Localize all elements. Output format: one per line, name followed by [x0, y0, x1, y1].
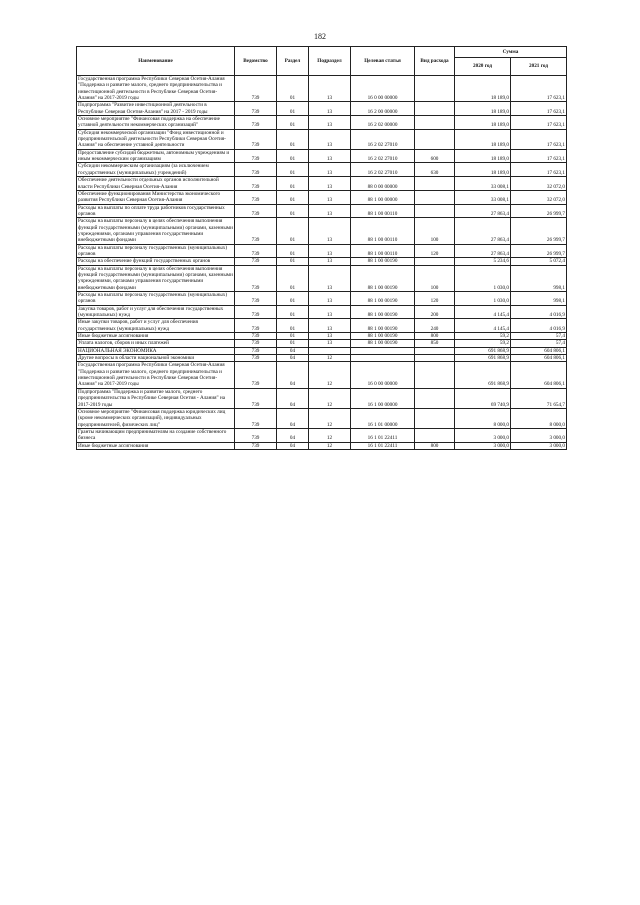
table-row [77, 244, 567, 258]
row-target: 16 0 00 00000 [351, 362, 415, 388]
row-name: Обеспечение функционирования Министерства экономического развития Республики Северная Осетия-Алания [77, 190, 235, 204]
row-exptype [415, 177, 455, 191]
row-subsection: 13 [309, 129, 351, 149]
table-row [77, 218, 567, 244]
row-amount-2020: 18 189,0 [455, 149, 511, 163]
row-exptype [415, 129, 455, 149]
row-amount-2021: 26 999,7 [511, 244, 567, 258]
row-target: 16 0 00 00000 [351, 76, 415, 102]
row-exptype: 800 [415, 333, 455, 340]
row-name: Расходы на выплаты персоналу государственных (муниципальных) органов [77, 292, 235, 306]
row-exptype: 800 [415, 442, 455, 449]
row-section: 01 [277, 340, 309, 347]
row-exptype [415, 355, 455, 362]
table-row [77, 177, 567, 191]
table-row [77, 355, 567, 362]
table-row [77, 408, 567, 428]
row-target: 88 1 00 00000 [351, 190, 415, 204]
header-section: Раздел [277, 47, 309, 76]
row-exptype: 120 [415, 244, 455, 258]
row-target: 88 1 00 00110 [351, 244, 415, 258]
row-name: Подпрограмма "Поддержка и развитие малого, среднего предпринимательства в Республике Северная Осетия - Алания" на 2017-2019 годы [77, 388, 235, 408]
row-target: 16 1 01 00000 [351, 408, 415, 428]
row-amount-2020: 18 189,0 [455, 129, 511, 149]
row-dept: 739 [235, 265, 277, 291]
row-name: Предоставление субсидий бюджетным, автономным учреждениям и иным некоммерческим организациям [77, 149, 235, 163]
row-target: 88 1 00 00110 [351, 204, 415, 218]
row-subsection [309, 347, 351, 354]
row-target: 16 2 02 27010 [351, 149, 415, 163]
row-section: 04 [277, 428, 309, 442]
row-section: 01 [277, 305, 309, 319]
row-section: 01 [277, 102, 309, 116]
table-row [77, 190, 567, 204]
table-row [77, 305, 567, 319]
row-amount-2020: 4 145,4 [455, 305, 511, 319]
table-row [77, 102, 567, 116]
row-exptype [415, 258, 455, 265]
row-exptype [415, 408, 455, 428]
row-target: 88 0 00 00000 [351, 177, 415, 191]
table-row [77, 258, 567, 265]
row-target: 16 1 01 22411 [351, 442, 415, 449]
row-section: 04 [277, 347, 309, 354]
header-exptype: Вид расхода [415, 47, 455, 76]
row-name: Государственная программа Республики Северная Осетия-Алания "Поддержка и развитие малого, среднего предпринимательства и инвестиционной деятельности в Республике Северная Осетия-Алания" на 2017-2019 годы [77, 76, 235, 102]
row-target [351, 355, 415, 362]
header-name: Наименование [77, 47, 235, 76]
table-row [77, 428, 567, 442]
table-row [77, 319, 567, 333]
row-amount-2021: 604 806,1 [511, 355, 567, 362]
row-name: Подпрограмма "Развитие инвестиционной деятельности в Республике Северная Осетия-Алания" на 2017 - 2019 годы [77, 102, 235, 116]
row-dept: 739 [235, 190, 277, 204]
header-target: Целевая статья [351, 47, 415, 76]
row-amount-2020: 1 030,0 [455, 292, 511, 306]
table-row [77, 265, 567, 291]
header-dept: Ведомство [235, 47, 277, 76]
row-exptype [415, 428, 455, 442]
row-target: 88 1 00 00190 [351, 333, 415, 340]
row-amount-2020: 69 740,9 [455, 388, 511, 408]
row-amount-2021: 998,1 [511, 292, 567, 306]
row-exptype: 120 [415, 292, 455, 306]
row-section: 01 [277, 204, 309, 218]
row-name: Иные закупки товаров, работ и услуг для обеспечения государственных (муниципальных) нужд [77, 319, 235, 333]
row-subsection: 13 [309, 102, 351, 116]
header-subsection: Подраздел [309, 47, 351, 76]
row-subsection: 12 [309, 408, 351, 428]
row-dept: 739 [235, 292, 277, 306]
row-amount-2020: 33 008,1 [455, 177, 511, 191]
row-dept: 739 [235, 258, 277, 265]
row-dept: 739 [235, 388, 277, 408]
row-subsection: 13 [309, 163, 351, 177]
row-target: 88 1 00 00190 [351, 292, 415, 306]
row-amount-2021: 17 623,1 [511, 149, 567, 163]
row-amount-2021: 17 623,1 [511, 102, 567, 116]
row-amount-2020: 18 189,0 [455, 116, 511, 130]
row-dept: 739 [235, 347, 277, 354]
row-name: Расходы на обеспечение функций государственных органов [77, 258, 235, 265]
row-dept: 739 [235, 149, 277, 163]
row-dept: 739 [235, 333, 277, 340]
table-row [77, 116, 567, 130]
row-subsection: 13 [309, 177, 351, 191]
row-subsection: 13 [309, 305, 351, 319]
table-row [77, 347, 567, 354]
row-section: 01 [277, 333, 309, 340]
row-target [351, 347, 415, 354]
row-section: 01 [277, 319, 309, 333]
row-target: 88 1 00 00190 [351, 319, 415, 333]
table-row [77, 388, 567, 408]
row-amount-2020: 18 189,0 [455, 163, 511, 177]
row-exptype: 240 [415, 319, 455, 333]
row-target: 16 1 00 00000 [351, 388, 415, 408]
row-amount-2021: 26 999,7 [511, 204, 567, 218]
row-section: 01 [277, 190, 309, 204]
row-dept: 739 [235, 362, 277, 388]
row-dept: 739 [235, 355, 277, 362]
row-dept: 739 [235, 442, 277, 449]
row-dept: 739 [235, 76, 277, 102]
row-amount-2021: 4 016,9 [511, 319, 567, 333]
table-row [77, 442, 567, 449]
row-section: 01 [277, 129, 309, 149]
row-dept: 739 [235, 408, 277, 428]
row-subsection: 12 [309, 442, 351, 449]
row-exptype [415, 116, 455, 130]
row-section: 01 [277, 76, 309, 102]
table-row [77, 340, 567, 347]
row-subsection: 13 [309, 244, 351, 258]
row-name: Расходы на выплаты персоналу государственных (муниципальных) органов [77, 244, 235, 258]
row-amount-2021: 3 000,0 [511, 442, 567, 449]
row-exptype: 100 [415, 265, 455, 291]
row-subsection: 12 [309, 355, 351, 362]
row-amount-2021: 3 000,0 [511, 428, 567, 442]
row-exptype [415, 362, 455, 388]
row-section: 01 [277, 177, 309, 191]
row-target: 88 1 00 00190 [351, 305, 415, 319]
row-dept: 739 [235, 129, 277, 149]
row-dept: 739 [235, 244, 277, 258]
row-subsection: 13 [309, 258, 351, 265]
row-subsection: 13 [309, 116, 351, 130]
row-target: 16 2 02 27010 [351, 129, 415, 149]
row-amount-2020: 59,2 [455, 333, 511, 340]
row-section: 04 [277, 355, 309, 362]
row-subsection: 13 [309, 340, 351, 347]
budget-table [76, 46, 567, 450]
row-section: 01 [277, 258, 309, 265]
row-subsection: 13 [309, 190, 351, 204]
table-row [77, 292, 567, 306]
table-row [77, 362, 567, 388]
row-name: Уплата налогов, сборов и иных платежей [77, 340, 235, 347]
row-amount-2020: 1 030,0 [455, 265, 511, 291]
row-subsection: 13 [309, 149, 351, 163]
row-amount-2021: 998,1 [511, 265, 567, 291]
row-amount-2021: 4 016,9 [511, 305, 567, 319]
table-body [77, 76, 567, 450]
row-subsection: 13 [309, 265, 351, 291]
row-exptype: 850 [415, 340, 455, 347]
row-dept: 739 [235, 177, 277, 191]
row-name: Субсидия некоммерческой организации "Фонд инвестиционной и предпринимательской деятельности Республики Северная Осетия-Алания" на обеспечение уставной деятельности [77, 129, 235, 149]
row-name: Основное мероприятие "Финансовая поддержка на обеспечение уставной деятельности некоммерческих организаций" [77, 116, 235, 130]
row-name: Расходы на выплаты персоналу в целях обеспечения выполнения функций государственными (муниципальными) органами, казенными учреждениями, органами управления государственными внебюджетными фондами [78, 265, 233, 291]
row-exptype [415, 76, 455, 102]
row-exptype [415, 204, 455, 218]
row-target: 16 2 02 00000 [351, 116, 415, 130]
row-subsection: 13 [309, 76, 351, 102]
row-exptype: 200 [415, 305, 455, 319]
row-dept: 739 [235, 428, 277, 442]
row-dept: 739 [235, 102, 277, 116]
table-row [77, 333, 567, 340]
row-amount-2021: 71 654,7 [511, 388, 567, 408]
row-target: 88 1 00 00190 [351, 258, 415, 265]
row-exptype: 630 [415, 163, 455, 177]
row-target: 16 1 01 22411 [351, 428, 415, 442]
row-amount-2020: 691 868,9 [455, 362, 511, 388]
page-number: 182 [314, 32, 326, 41]
row-amount-2021: 17 623,1 [511, 116, 567, 130]
row-section: 01 [277, 218, 309, 244]
table-row [77, 129, 567, 149]
row-section: 01 [277, 116, 309, 130]
row-name: НАЦИОНАЛЬНАЯ ЭКОНОМИКА [77, 347, 235, 354]
row-target: 16 2 02 27010 [351, 163, 415, 177]
row-dept: 739 [235, 163, 277, 177]
row-amount-2021: 17 623,1 [511, 76, 567, 102]
row-subsection: 13 [309, 292, 351, 306]
row-amount-2020: 691 868,9 [455, 355, 511, 362]
row-amount-2021: 604 806,1 [511, 362, 567, 388]
row-amount-2020: 33 008,1 [455, 190, 511, 204]
row-name: Закупка товаров, работ и услуг для обеспечения государственных (муниципальных) нужд [77, 305, 235, 319]
row-name: Иные бюджетные ассигнования [77, 442, 235, 449]
row-name: Обеспечение деятельности отдельных органов исполнительной власти Республики Северная Осетия-Алания [77, 177, 235, 191]
row-amount-2020: 3 000,0 [455, 442, 511, 449]
row-amount-2021: 604 806,1 [511, 347, 567, 354]
row-target: 88 1 00 00110 [351, 218, 415, 244]
row-section: 04 [277, 388, 309, 408]
row-dept: 739 [235, 204, 277, 218]
row-name: Субсидии некоммерческим организациям (за исключением государственных (муниципальных) учреждений) [77, 163, 235, 177]
row-amount-2020: 18 189,0 [455, 102, 511, 116]
row-amount-2020: 59,2 [455, 340, 511, 347]
header-2020: 2020 год [455, 58, 511, 76]
row-amount-2021: 32 072,0 [511, 190, 567, 204]
row-section: 01 [277, 244, 309, 258]
row-amount-2021: 5 072,4 [511, 258, 567, 265]
row-name: Другие вопросы в области национальной экономики [77, 355, 235, 362]
row-section: 01 [277, 163, 309, 177]
row-amount-2020: 18 189,0 [455, 76, 511, 102]
row-amount-2021: 17 623,1 [511, 163, 567, 177]
row-subsection: 13 [309, 319, 351, 333]
row-dept: 739 [235, 319, 277, 333]
row-subsection: 13 [309, 204, 351, 218]
row-section: 01 [277, 149, 309, 163]
row-amount-2021: 8 000,0 [511, 408, 567, 428]
table-row [77, 163, 567, 177]
row-amount-2021: 17 623,1 [511, 129, 567, 149]
row-dept: 739 [235, 340, 277, 347]
table-row [77, 149, 567, 163]
row-name: Гранты начинающим предпринимателям на создание собственного бизнеса [77, 428, 235, 442]
row-name: Расходы на выплаты по оплате труда работников государственных органов [77, 204, 235, 218]
row-exptype [415, 102, 455, 116]
row-name: Иные бюджетные ассигнования [77, 333, 235, 340]
row-name: Расходы на выплаты персоналу в целях обеспечения выполнения функций государственными (муниципальными) органами, казенными учреждениями, органами управления государственными внебюджетными фондами [78, 218, 233, 244]
row-subsection: 12 [309, 362, 351, 388]
table-row [77, 76, 567, 102]
row-amount-2021: 26 999,7 [511, 218, 567, 244]
row-name: Государственная программа Республики Северная Осетия-Алания "Поддержка и развитие малого, среднего предпринимательства и инвестиционной деятельности в Республике Северная Осетия-Алания" на 2017-2019 годы [77, 362, 235, 388]
row-subsection: 13 [309, 218, 351, 244]
row-dept: 739 [235, 116, 277, 130]
row-amount-2020: 27 863,4 [455, 244, 511, 258]
row-amount-2020: 5 234,6 [455, 258, 511, 265]
row-section: 01 [277, 265, 309, 291]
row-subsection: 12 [309, 388, 351, 408]
row-amount-2020: 691 868,9 [455, 347, 511, 354]
row-exptype [415, 347, 455, 354]
row-exptype [415, 190, 455, 204]
table-row [77, 204, 567, 218]
row-name: Основное мероприятие "Финансовая поддержка юридических лиц (кроме некоммерческих организаций), индивидуальных предпринимателей, физических лиц" [77, 408, 235, 428]
row-dept: 739 [235, 305, 277, 319]
row-amount-2020: 8 000,0 [455, 408, 511, 428]
row-amount-2020: 3 000,0 [455, 428, 511, 442]
header-sum: Сумма [455, 47, 567, 58]
row-amount-2020: 4 145,4 [455, 319, 511, 333]
row-section: 04 [277, 362, 309, 388]
row-target: 88 1 00 00190 [351, 265, 415, 291]
row-dept: 739 [235, 218, 277, 244]
row-target: 88 1 00 00190 [351, 340, 415, 347]
row-subsection: 13 [309, 333, 351, 340]
row-exptype [415, 388, 455, 408]
row-amount-2020: 27 863,4 [455, 204, 511, 218]
row-target: 16 2 00 00000 [351, 102, 415, 116]
row-subsection: 12 [309, 428, 351, 442]
row-exptype: 100 [415, 218, 455, 244]
row-section: 01 [277, 292, 309, 306]
row-exptype: 600 [415, 149, 455, 163]
row-amount-2021: 57,4 [511, 333, 567, 340]
header-2021: 2021 год [511, 58, 567, 76]
row-section: 04 [277, 442, 309, 449]
row-amount-2020: 27 863,4 [455, 218, 511, 244]
row-section: 04 [277, 408, 309, 428]
row-amount-2021: 57,4 [511, 340, 567, 347]
row-amount-2021: 32 072,0 [511, 177, 567, 191]
